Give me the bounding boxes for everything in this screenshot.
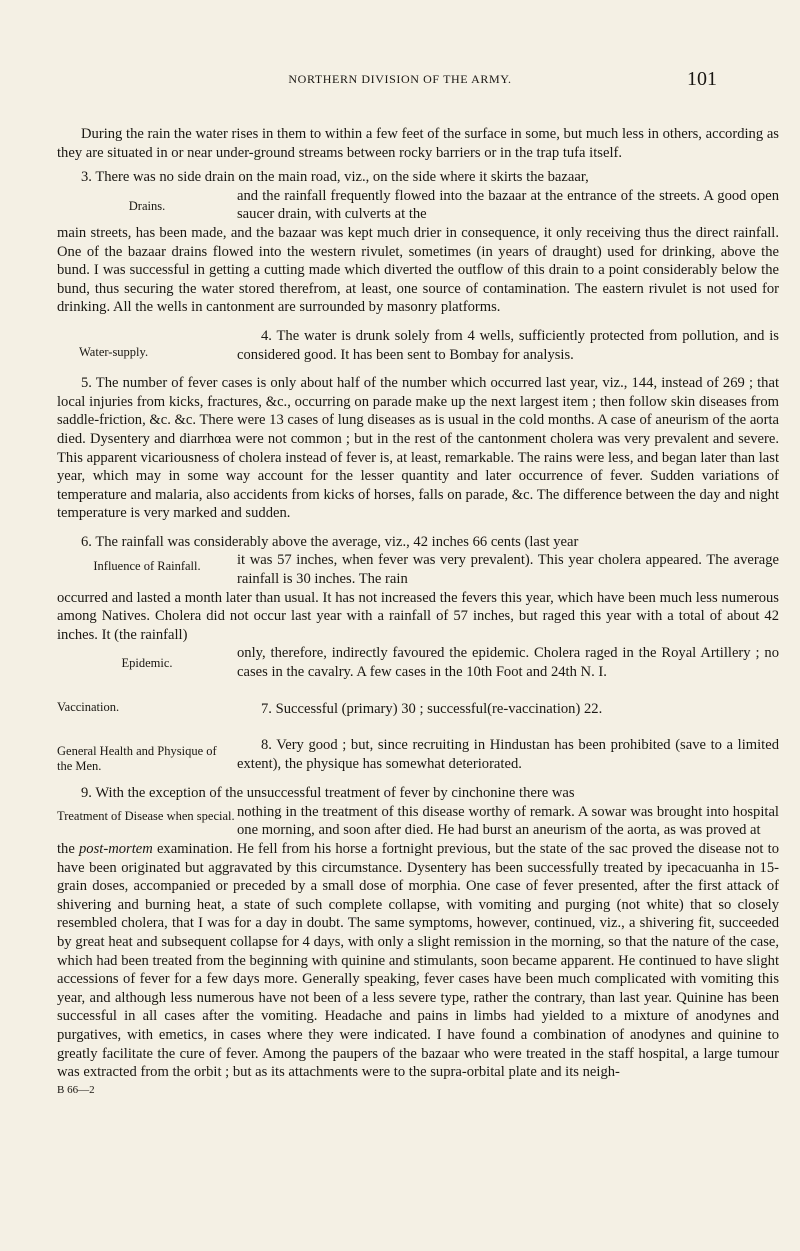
- margin-note-general-health: General Health and Physique of the Men.: [57, 744, 217, 774]
- para-9-rest-text: examination. He fell from his horse a fortnight previous, but the state of the sac proved the disease not to have been originated but aggravated by this circumstance. Dysentery has been successfully treated by ipecacuanha in 15-grain doses, accompanied or preceded by a small dose of morphia. One case of fever presented, after the first attack of shivering and burning heat, a state of such complete collapse, with vomiting and purging (not white) that so closely resembled cholera, that I was for a day in doubt. The same symptoms, however, continued, viz., a shivering fit, succeeded by great heat and subsequent collapse for 4 days, with only a slight remission in the morning, so that the nature of the case, which had been treated from the beginning with quinine and stimulants, soon became apparent. He continued to have slight accessions of fever for a few days more. Generally speaking, fever cases have been much complicated with vomiting this year, and although less numerous have not been of a less severe type, rather the contrary, than last year. Quinine has been successful in all cases after the vomiting. Headache and pains in limbs had yielded to a mixture of anodynes and purgatives, with emetics, in cases where they were indicated. I have found a combination of anodynes and quinine to greatly facilitate the cure of fever. Among the paupers of the bazaar who were treated in the staff hospital, a large tumour was extracted from the orbit ; but as its attachments were to the supra-orbital plate and its neigh-: [57, 841, 779, 1081]
- page-header: [0, 68, 800, 90]
- para-3-rest: main streets, has been made, and the bazaar was kept much drier in consequence, it only receiving thus the direct rainfall. One of the bazaar drains flowed into the western rivulet, sometimes (in years of draught) used for drinking, above the bund. I was successful in getting a cutting made which diverted the outflow of this drain to a point considerably below the bund, thus securing the water stored therefrom, at least, one source of contamination. The eastern rivulet is not used for drinking. All the wells in cantonment are surrounded by masonry platforms.: [57, 224, 779, 316]
- para-5: 5. The number of fever cases is only about half of the number which occurred last year, viz., 144, instead of 269 ; that local injuries from kicks, fractures, &c., occurring on parade make up the next largest item ; then follow skin diseases from saddle-friction, &c. &c. There were 13 cases of lung diseases as is usual in the cold months. A case of aneurism of the aorta died. Dysentery and diarrhœa were not common ; but in the rest of the cantonment cholera was very prevalent and severe. This apparent vicariousness of cholera instead of fever is, at least, remarkable. The rains were less, and began later than last year, which may in some way account for the lesser quantity and later occurrence of fever. Sudden variations of temperature and malaria, also accidents from kicks of horses, falls on parade, &c. The difference between the day and night temperature is very marked and sudden.: [57, 375, 779, 522]
- margin-note-epidemic: Epidemic.: [121, 656, 173, 671]
- para-9-rest-pre: the: [57, 841, 79, 857]
- running-title: NORTHERN DIVISION OF THE ARMY.: [288, 72, 512, 86]
- para-3-side-lines: and the rainfall frequently flowed into the bazaar at the entrance of the streets. A good open saucer drain, with culverts at the: [237, 187, 779, 223]
- para-7-text: 7. Successful (primary) 30 ; successful(re-vaccination) 22.: [261, 700, 603, 717]
- intro-paragraph: During the rain the water rises in them to within a few feet of the surface in some, but much less in others, according as they are situated in or near under-ground streams between rocky barriers or in the trap tufa itself.: [57, 126, 779, 161]
- margin-note-rainfall: Influence of Rainfall.: [93, 559, 201, 574]
- para-3-side: [57, 187, 779, 224]
- margin-note-drains: Drains.: [128, 198, 166, 213]
- para-6-rest: occurred and lasted a month later than usual. It has not increased the fevers this year, which have been much less numerous among Natives. Cholera did not occur last year with a rainfall of 57 inches, but raged this year with a total of about 42 inches. It (the rainfall): [57, 589, 779, 643]
- para-3-first-line: 3. There was no side drain on the main road, viz., on the side where it skirts the bazaar,: [81, 169, 589, 186]
- para-4-text: 4. The water is drunk solely from 4 wells, sufficiently protected from pollution, and is considered good. It has been sent to Bombay for analysis.: [237, 327, 779, 363]
- para-9-side-lines: nothing in the treatment of this disease worthy of remark. A sowar was brought into hospital one morning, and soon after died. He had burst an aneurism of the aorta, as was proved at: [237, 803, 779, 839]
- page-number: 101: [687, 68, 717, 90]
- margin-note-water-supply: Water-supply.: [79, 344, 149, 359]
- para-6-epidemic-lines: only, therefore, indirectly favoured the epidemic. Cholera raged in the Royal Artillery ; no cases in the cavalry. A few cases in the 10th Foot and 24th N. I.: [237, 645, 779, 681]
- para-7: [57, 700, 779, 719]
- signature-mark: B 66—2: [57, 1083, 95, 1096]
- post-mortem-term: post-mortem: [79, 841, 153, 857]
- para-9-rest: [57, 840, 779, 1082]
- body-text: [57, 125, 779, 1097]
- margin-note-vaccination: Vaccination.: [57, 699, 120, 714]
- para-4: [57, 327, 779, 364]
- para-8: [57, 736, 779, 774]
- para-6-side-lines: it was 57 inches, when fever was very prevalent). This year cholera appeared. The average rainfall is 30 inches. The rain: [237, 552, 779, 588]
- para-6-epidemic: [57, 644, 779, 681]
- margin-note-treatment: Treatment of Disease when special.: [57, 808, 235, 823]
- para-9-first-line: 9. With the exception of the unsuccessful treatment of fever by cinchonine there was: [81, 785, 575, 802]
- para-8-text: 8. Very good ; but, since recruiting in Hindustan has been prohibited (save to a limited extent), the physique has somewhat deteriorated.: [237, 737, 779, 772]
- para-6-first-line: 6. The rainfall was considerably above the average, viz., 42 inches 66 cents (last year: [81, 533, 579, 550]
- para-9-side: [57, 803, 779, 840]
- para-6-side: [57, 551, 779, 588]
